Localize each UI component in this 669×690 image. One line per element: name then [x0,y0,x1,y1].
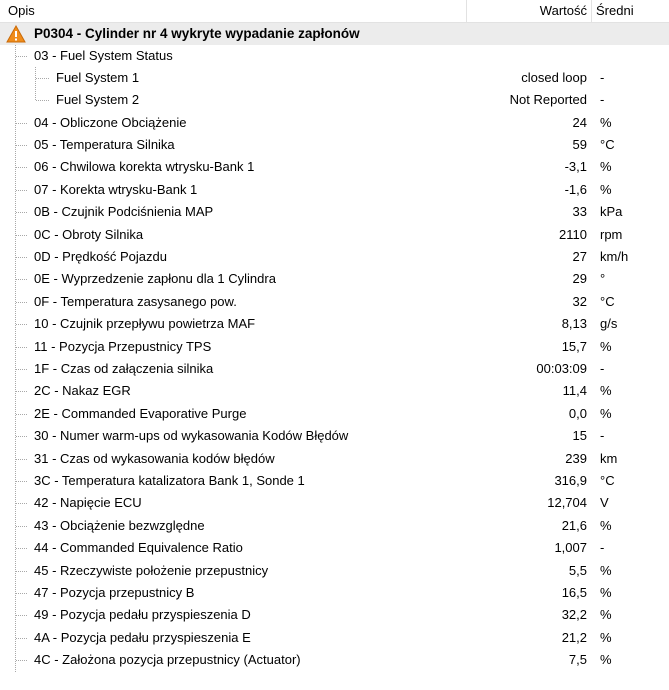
parameter-label: 3C - Temperatura katalizatora Bank 1, Sonde 1 [34,472,305,488]
parameter-label: 0B - Czujnik Podciśnienia MAP [34,204,214,220]
parameter-label: 47 - Pozycja przepustnicy B [34,584,195,600]
parameter-unit: % [600,584,612,600]
tree-item-row[interactable] [0,448,669,470]
column-header-wartosc[interactable]: Wartość [539,3,587,18]
parameter-unit: °C [600,472,615,488]
tree-connector [16,145,27,146]
parameter-value: 33 [572,204,587,220]
parameter-unit: km/h [600,248,629,264]
tree-connector [16,347,27,348]
tree-item-row[interactable] [0,604,669,626]
parameter-unit: °C [600,136,615,152]
parameter-label: 2C - Nakaz EGR [34,383,131,399]
tree-connector [16,593,27,594]
parameter-value: 0,0 [568,405,587,421]
tree-item-row[interactable] [0,156,669,178]
parameter-unit: V [600,495,609,511]
parameter-value: 16,5 [561,584,587,600]
column-header-opis[interactable]: Opis [8,3,35,18]
column-header-sredni[interactable]: Średni [596,3,634,18]
parameter-value: 12,704 [547,495,587,511]
tree-connector [16,481,27,482]
tree-item-row[interactable] [0,336,669,358]
parameter-unit: % [600,159,612,175]
tree-item-row[interactable] [0,582,669,604]
parameter-label: 05 - Temperatura Silnika [34,136,175,152]
parameter-value: 27 [572,248,587,264]
tree-item-row[interactable] [0,179,669,201]
parameter-tree [0,23,669,690]
parameter-label: 42 - Napięcie ECU [34,495,142,511]
tree-connector [16,459,27,460]
tree-connector [36,78,49,79]
parameter-unit: % [600,652,612,668]
tree-connector [16,369,27,370]
parameter-value: 15,7 [561,338,587,354]
parameter-value: 59 [572,136,587,152]
parameter-label: 30 - Numer warm-ups od wykasowania Kodów Błędów [34,428,349,444]
dtc-label: P0304 - Cylinder nr 4 wykryte wypadanie zapłonów [34,26,360,41]
tree-item-row[interactable] [0,201,669,223]
parameter-value: -1,6 [564,181,587,197]
parameter-value: 00:03:09 [536,360,587,376]
tree-connector [16,123,27,124]
column-header [0,0,669,23]
tree-connector [16,571,27,572]
tree-item-row[interactable] [0,492,669,514]
parameter-unit: g/s [600,316,618,332]
tree-item-row[interactable] [0,425,669,447]
tree-connector [16,615,27,616]
parameter-unit: ° [600,271,606,287]
parameter-label: 44 - Commanded Equivalence Ratio [34,540,243,556]
tree-item-row[interactable] [0,224,669,246]
tree-item-row[interactable] [0,470,669,492]
parameter-unit: % [600,383,612,399]
tree-connector [36,100,49,101]
parameter-unit: kPa [600,204,623,220]
parameter-label: 0C - Obroty Silnika [34,226,144,242]
tree-connector [16,257,27,258]
tree-connector [16,279,27,280]
tree-connector [16,56,27,57]
parameter-unit: - [600,540,605,556]
parameter-unit: % [600,338,612,354]
tree-group-row[interactable] [0,45,669,67]
tree-connector [16,414,27,415]
parameter-unit: °C [600,293,615,309]
parameter-unit: - [600,360,605,376]
parameter-label: 49 - Pozycja pedału przyspieszenia D [34,607,251,623]
tree-connector [16,302,27,303]
tree-item-row[interactable] [0,246,669,268]
parameter-value: 21,6 [561,517,587,533]
parameter-label: 11 - Pozycja Przepustnicy TPS [34,338,212,354]
tree-connector [16,235,27,236]
parameter-label: 1F - Czas od załączenia silnika [34,360,214,376]
parameter-label: 0F - Temperatura zasysanego pow. [34,293,237,309]
tree-connector [16,167,27,168]
tree-child-row[interactable] [0,67,669,89]
parameter-label: 0D - Prędkość Pojazdu [34,248,167,264]
parameter-label: 31 - Czas od wykasowania kodów błędów [34,450,275,466]
parameter-value: 29 [572,271,587,287]
parameter-label: 45 - Rzeczywiste położenie przepustnicy [34,562,269,578]
tree-connector [16,526,27,527]
tree-item-row[interactable] [0,403,669,425]
parameter-unit: - [600,70,605,85]
tree-connector [16,391,27,392]
tree-item-row[interactable] [0,627,669,649]
parameter-unit: % [600,181,612,197]
tree-connector [16,660,27,661]
parameter-label: 2E - Commanded Evaporative Purge [34,405,247,421]
parameter-unit: rpm [600,226,623,242]
parameter-unit: % [600,629,612,645]
parameter-value: 2110 [559,226,587,242]
parameter-unit: % [600,562,612,578]
parameter-unit: % [600,607,612,623]
tree-item-row[interactable] [0,313,669,335]
parameter-value: 316,9 [554,472,587,488]
tree-connector [16,638,27,639]
parameter-value: closed loop [521,70,587,85]
group-label: 03 - Fuel System Status [34,48,173,63]
parameter-value: 1,007 [554,540,587,556]
tree-child-row[interactable] [0,89,669,111]
tree-item-row[interactable] [0,537,669,559]
parameter-value: Not Reported [509,92,587,107]
tree-item-row[interactable] [0,134,669,156]
parameter-label: Fuel System 1 [56,70,140,85]
parameter-label: 0E - Wyprzedzenie zapłonu dla 1 Cylindra [34,271,276,287]
warning-icon [6,25,26,43]
parameter-value: 8,13 [561,316,587,332]
parameter-unit: - [600,428,605,444]
tree-connector [16,503,27,504]
column-divider[interactable] [591,0,592,22]
tree-item-row[interactable] [0,560,669,582]
parameter-unit: - [600,92,605,107]
parameter-value: 15 [572,428,587,444]
parameter-value: 32 [572,293,587,309]
tree-item-row[interactable] [0,515,669,537]
tree-item-row[interactable] [0,112,669,134]
parameter-label: Fuel System 2 [56,92,140,107]
tree-connector [16,436,27,437]
tree-item-row[interactable] [0,380,669,402]
parameter-label: 43 - Obciążenie bezwzględne [34,517,205,533]
parameter-unit: km [600,450,618,466]
tree-connector [16,324,27,325]
parameter-unit: % [600,405,612,421]
parameter-label: 4A - Pozycja pedału przyspieszenia E [34,629,251,645]
tree-connector [16,548,27,549]
tree-item-row[interactable] [0,268,669,290]
parameter-unit: % [600,114,612,130]
tree-item-row[interactable] [0,649,669,671]
parameter-label: 06 - Chwilowa korekta wtrysku-Bank 1 [34,159,255,175]
tree-connector [16,190,27,191]
parameter-label: 4C - Założona pozycja przepustnicy (Actuator) [34,652,301,668]
parameter-unit: % [600,517,612,533]
tree-item-row[interactable] [0,358,669,380]
parameter-value: 7,5 [568,652,587,668]
tree-connector [16,212,27,213]
parameter-label: 10 - Czujnik przepływu powietrza MAF [34,316,256,332]
parameter-value: 5,5 [568,562,587,578]
parameter-value: 24 [572,114,587,130]
parameter-value: -3,1 [564,159,587,175]
parameter-value: 32,2 [561,607,587,623]
parameter-label: 04 - Obliczone Obciążenie [34,114,187,130]
tree-item-row[interactable] [0,291,669,313]
parameter-value: 21,2 [561,629,587,645]
tree-root-row[interactable] [0,23,669,45]
parameter-label: 07 - Korekta wtrysku-Bank 1 [34,181,198,197]
parameter-value: 11,4 [562,383,587,399]
parameter-value: 239 [565,450,587,466]
